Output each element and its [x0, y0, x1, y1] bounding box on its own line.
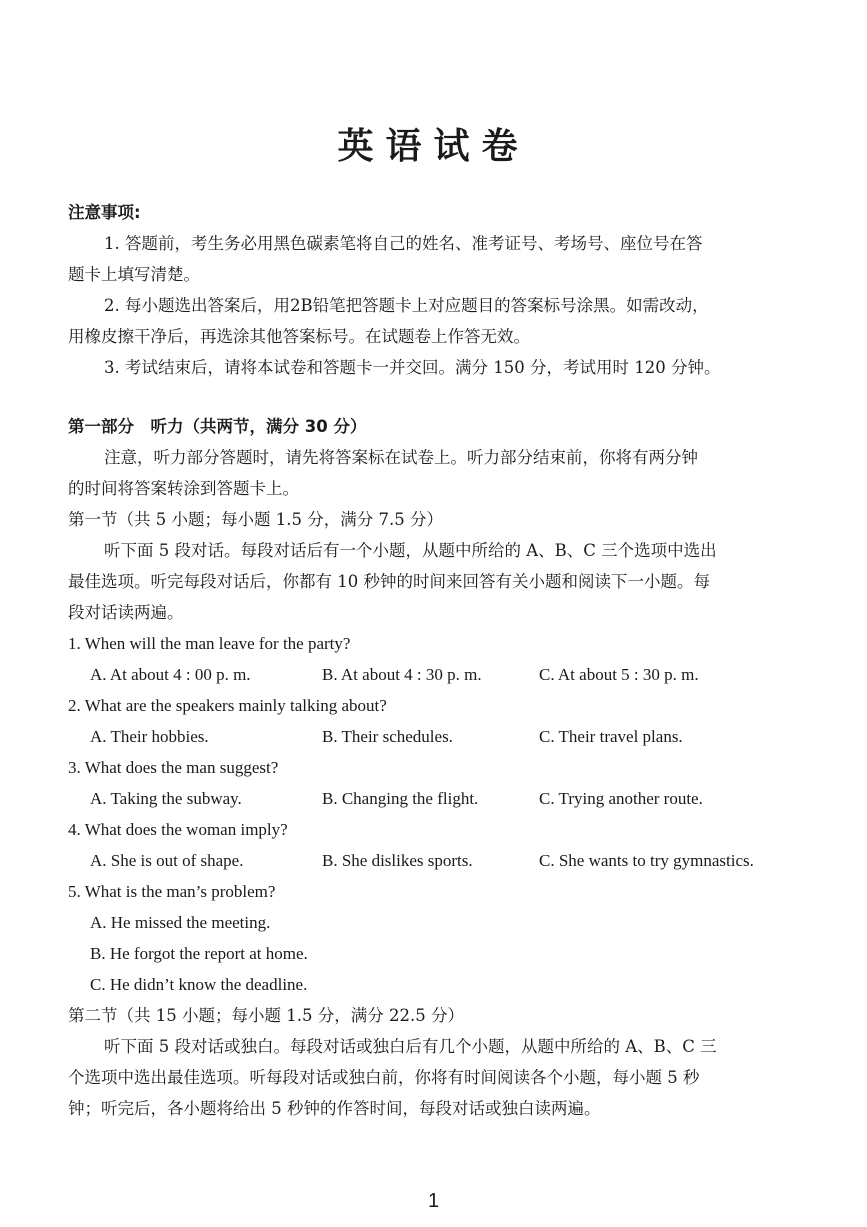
- section2-intro-line-1: 听下面 5 段对话或独白。每段对话或独白后有几个小题，从题中所给的 A、B、C 三: [104, 1037, 717, 1056]
- section1-intro-line-3: 段对话读两遍。: [68, 603, 184, 622]
- part1-heading: 第一部分 听力（共两节，满分 30 分）: [68, 417, 367, 436]
- question-4: 4. What does the woman imply?: [68, 820, 288, 839]
- question-1: 1. When will the man leave for the party?: [68, 634, 351, 653]
- notice-item-3: 3. 考试结束后，请将本试卷和答题卡一并交回。满分 150 分，考试用时 120 分钟。: [104, 358, 721, 377]
- part1-intro-line-2: 的时间将答案转涂到答题卡上。: [68, 479, 299, 498]
- notice-item-1-line-1: 1. 答题前，考生务必用黑色碳素笔将自己的姓名、准考证号、考场号、座位号在答: [104, 234, 703, 253]
- question-3: 3. What does the man suggest?: [68, 758, 279, 777]
- notice-heading: 注意事项:: [68, 203, 141, 222]
- question-2-options: [68, 722, 803, 753]
- question-5: 5. What is the man’s problem?: [68, 882, 276, 901]
- notice-item-2-line-1: 2. 每小题选出答案后，用2B铅笔把答题卡上对应题目的答案标号涂黑。如需改动，: [104, 296, 709, 315]
- notice-item-2-line-2: 用橡皮擦干净后，再选涂其他答案标号。在试题卷上作答无效。: [68, 327, 530, 346]
- part1-section: [68, 412, 803, 1125]
- question-5-option-a: A. He missed the meeting.: [90, 913, 271, 932]
- section1-intro-line-2: 最佳选项。听完每段对话后，你都有 10 秒钟的时间来回答有关小题和阅读下一小题。每: [68, 572, 710, 591]
- option-a: A. She is out of shape.: [90, 851, 244, 870]
- section2-intro-line-3: 钟；听完后，各小题将给出 5 秒钟的作答时间，每段对话或独白读两遍。: [68, 1099, 601, 1118]
- option-a: A. Taking the subway.: [90, 789, 242, 808]
- option-c: C. Trying another route.: [539, 789, 703, 808]
- option-a: A. Their hobbies.: [90, 727, 209, 746]
- question-5-option-b: B. He forgot the report at home.: [90, 944, 308, 963]
- option-b: B. At about 4 : 30 p. m.: [322, 665, 482, 684]
- option-c: C. She wants to try gymnastics.: [539, 851, 754, 870]
- option-c: C. Their travel plans.: [539, 727, 683, 746]
- section1-intro-line-1: 听下面 5 段对话。每段对话后有一个小题，从题中所给的 A、B、C 三个选项中选出: [104, 541, 717, 560]
- page-number: 1: [427, 1190, 440, 1212]
- section2-intro-line-2: 个选项中选出最佳选项。听每段对话或独白前，你将有时间阅读各个小题，每小题 5 秒: [68, 1068, 700, 1087]
- option-c: C. At about 5 : 30 p. m.: [539, 665, 699, 684]
- option-a: A. At about 4 : 00 p. m.: [90, 665, 251, 684]
- notice-section: [68, 198, 803, 384]
- question-4-options: [68, 846, 803, 877]
- section1-heading: 第一节（共 5 小题；每小题 1.5 分，满分 7.5 分）: [68, 510, 443, 529]
- option-b: B. She dislikes sports.: [322, 851, 473, 870]
- question-5-option-c: C. He didn’t know the deadline.: [90, 975, 308, 994]
- question-1-options: [68, 660, 803, 691]
- part1-intro-line-1: 注意，听力部分答题时，请先将答案标在试卷上。听力部分结束前，你将有两分钟: [104, 448, 698, 467]
- option-b: B. Changing the flight.: [322, 789, 479, 808]
- question-2: 2. What are the speakers mainly talking about?: [68, 696, 387, 715]
- option-b: B. Their schedules.: [322, 727, 453, 746]
- section2-heading: 第二节（共 15 小题；每小题 1.5 分，满分 22.5 分）: [68, 1006, 464, 1025]
- notice-item-1-line-2: 题卡上填写清楚。: [68, 265, 200, 284]
- question-3-options: [68, 784, 803, 815]
- page-title: 英语试卷: [337, 126, 530, 167]
